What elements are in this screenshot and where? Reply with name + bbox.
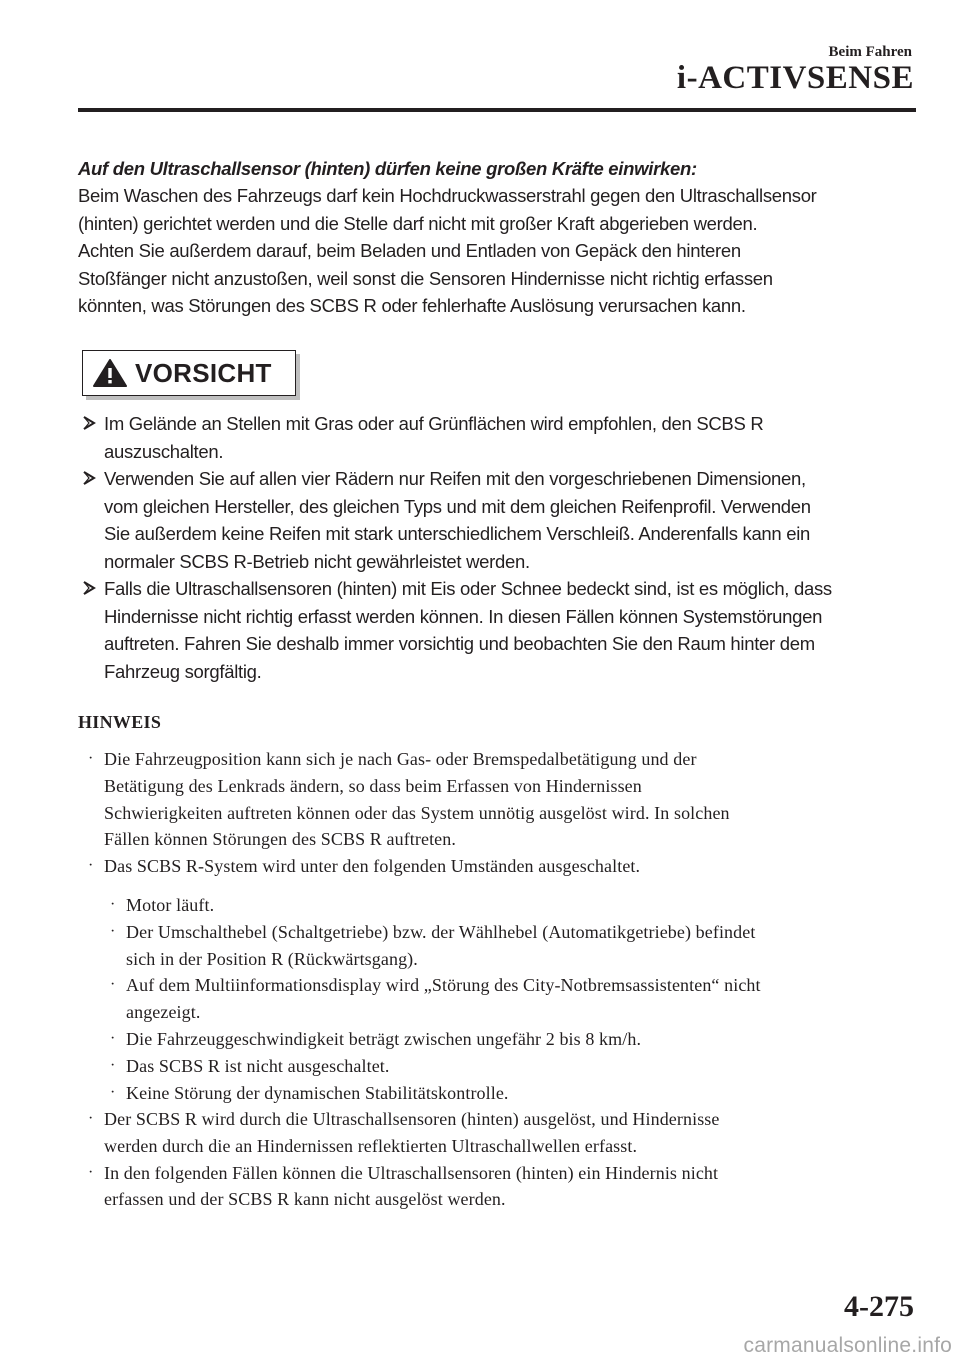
section-title: i-ACTIVSENSE <box>676 60 914 96</box>
warning-body <box>78 182 914 320</box>
note-line: In den folgenden Fällen können die Ultraschallsensoren (hinten) ein Hindernis nicht <box>104 1162 719 1183</box>
caution-line: Im Gelände an Stellen mit Gras oder auf Grünflächen wird empfohlen, den SCBS R <box>104 413 764 434</box>
warning-paragraph <box>78 156 914 320</box>
header-divider <box>78 108 916 112</box>
warning-line: Beim Waschen des Fahrzeugs darf kein Hochdruckwasserstrahl gegen den Ultraschallsensor <box>78 185 817 206</box>
sub-note-list <box>108 892 918 1106</box>
sub-note-line: Motor läuft. <box>126 895 215 915</box>
note-line: erfassen und der SCBS R kann nicht ausgelöst werden. <box>104 1189 506 1210</box>
note-line: werden durch die an Hindernissen reflektierten Ultraschallwellen erfasst. <box>104 1135 638 1156</box>
note-line: Der SCBS R wird durch die Ultraschallsensoren (hinten) ausgelöst, und Hindernisse <box>104 1109 720 1129</box>
warning-line: Achten Sie außerdem darauf, beim Beladen und Entladen von Gepäck den hinteren <box>78 240 741 261</box>
warning-title: Auf den Ultraschallsensor (hinten) dürfen keine großen Kräfte einwirken: <box>78 158 697 179</box>
sub-note-item <box>108 919 918 973</box>
note-list <box>86 746 916 880</box>
warning-line: Stoßfänger nicht anzustoßen, weil sonst die Sensoren Hindernisse nicht richtig erfassen <box>78 267 773 289</box>
page-number: 4-275 <box>844 1290 914 1323</box>
bullet-dot-icon: · <box>110 922 116 940</box>
warning-triangle-icon <box>93 358 127 388</box>
note-heading: HINWEIS <box>78 712 162 732</box>
sub-note-line: Die Fahrzeuggeschwindigkeit beträgt zwischen ungefähr 2 bis 8 km/h. <box>126 1028 642 1049</box>
caution-header <box>82 350 296 396</box>
caution-line: normaler SCBS R-Betrieb nicht gewährleistet werden. <box>104 550 530 572</box>
sub-note-item <box>108 1026 918 1053</box>
caution-item <box>82 410 912 465</box>
caution-line: Fahrzeug sorgfältig. <box>104 660 262 682</box>
note-list <box>86 1106 916 1213</box>
caution-line: Sie außerdem keine Reifen mit stark unterschiedlichem Verschleiß. Anderenfalls kann ein <box>104 523 811 544</box>
note-line: Betätigung des Lenkrads ändern, so dass beim Erfassen von Hindernissen <box>104 775 642 796</box>
sub-note-line: Auf dem Multiinformationsdisplay wird „Störung des City-Notbremsassistenten“ nicht <box>126 975 761 996</box>
bullet-dot-icon: · <box>110 976 116 994</box>
note-line: Fällen können Störungen des SCBS R auftreten. <box>104 829 456 850</box>
bullet-dot-icon: · <box>110 1056 116 1074</box>
note-item <box>86 746 916 853</box>
bullet-dot-icon: · <box>110 896 116 913</box>
watermark-link[interactable]: carmanualsonline.info <box>743 1334 952 1357</box>
sub-note-line: Das SCBS R ist nicht ausgeschaltet. <box>126 1055 390 1076</box>
caution-list <box>82 410 912 685</box>
arrow-right-icon <box>82 581 96 595</box>
chapter-title: Beim Fahren <box>828 44 912 60</box>
bullet-dot-icon: · <box>88 750 94 767</box>
caution-line: auszuschalten. <box>104 440 224 462</box>
bullet-dot-icon: · <box>88 1110 94 1127</box>
note-item <box>86 1160 916 1214</box>
sub-note-line: Keine Störung der dynamischen Stabilitätskontrolle. <box>126 1082 509 1103</box>
note-line: Das SCBS R-System wird unter den folgenden Umständen ausgeschaltet. <box>104 856 641 877</box>
bullet-dot-icon: · <box>110 1029 116 1047</box>
caution-line: auftreten. Fahren Sie deshalb immer vorsichtig und beobachten Sie den Raum hinter dem <box>104 633 815 654</box>
bullet-dot-icon: · <box>88 857 94 875</box>
caution-label: VORSICHT <box>135 357 272 388</box>
caution-line: Falls die Ultraschallsensoren (hinten) mit Eis oder Schnee bedeckt sind, ist es möglich, dass <box>104 578 832 599</box>
sub-note-item <box>108 1053 918 1080</box>
sub-note-line: sich in der Position R (Rückwärtsgang). <box>126 948 418 969</box>
sub-note-item <box>108 972 918 1026</box>
caution-line: Verwenden Sie auf allen vier Rädern nur Reifen mit den vorgeschriebenen Dimensionen, <box>104 468 806 489</box>
warning-line: könnten, was Störungen des SCBS R oder fehlerhafte Auslösung verursachen kann. <box>78 295 746 316</box>
sub-note-item <box>108 1080 918 1107</box>
sub-note-line: angezeigt. <box>126 1002 201 1023</box>
sub-note-line: Der Umschalthebel (Schaltgetriebe) bzw. der Wählhebel (Automatikgetriebe) befindet <box>126 921 756 942</box>
note-line: Schwierigkeiten auftreten können oder das System unnötig ausgelöst wird. In solchen <box>104 802 730 823</box>
sub-note-item <box>108 892 918 919</box>
note-item <box>86 853 916 880</box>
note-line: Die Fahrzeugposition kann sich je nach Gas- oder Bremspedalbetätigung und der <box>104 749 697 769</box>
warning-line: (hinten) gerichtet werden und die Stelle darf nicht mit großer Kraft abgerieben werden. <box>78 212 758 234</box>
bullet-dot-icon: · <box>110 1083 116 1101</box>
arrow-right-icon <box>82 471 96 485</box>
note-item <box>86 1106 916 1160</box>
caution-item <box>82 575 912 685</box>
bullet-dot-icon: · <box>88 1163 94 1181</box>
arrow-right-icon <box>82 416 96 430</box>
caution-item <box>82 465 912 575</box>
caution-line: Hindernisse nicht richtig erfasst werden können. In diesen Fällen können Systemstörungen <box>104 605 823 627</box>
caution-line: vom gleichen Hersteller, des gleichen Typs und mit dem gleichen Reifenprofil. Verwenden <box>104 495 811 517</box>
